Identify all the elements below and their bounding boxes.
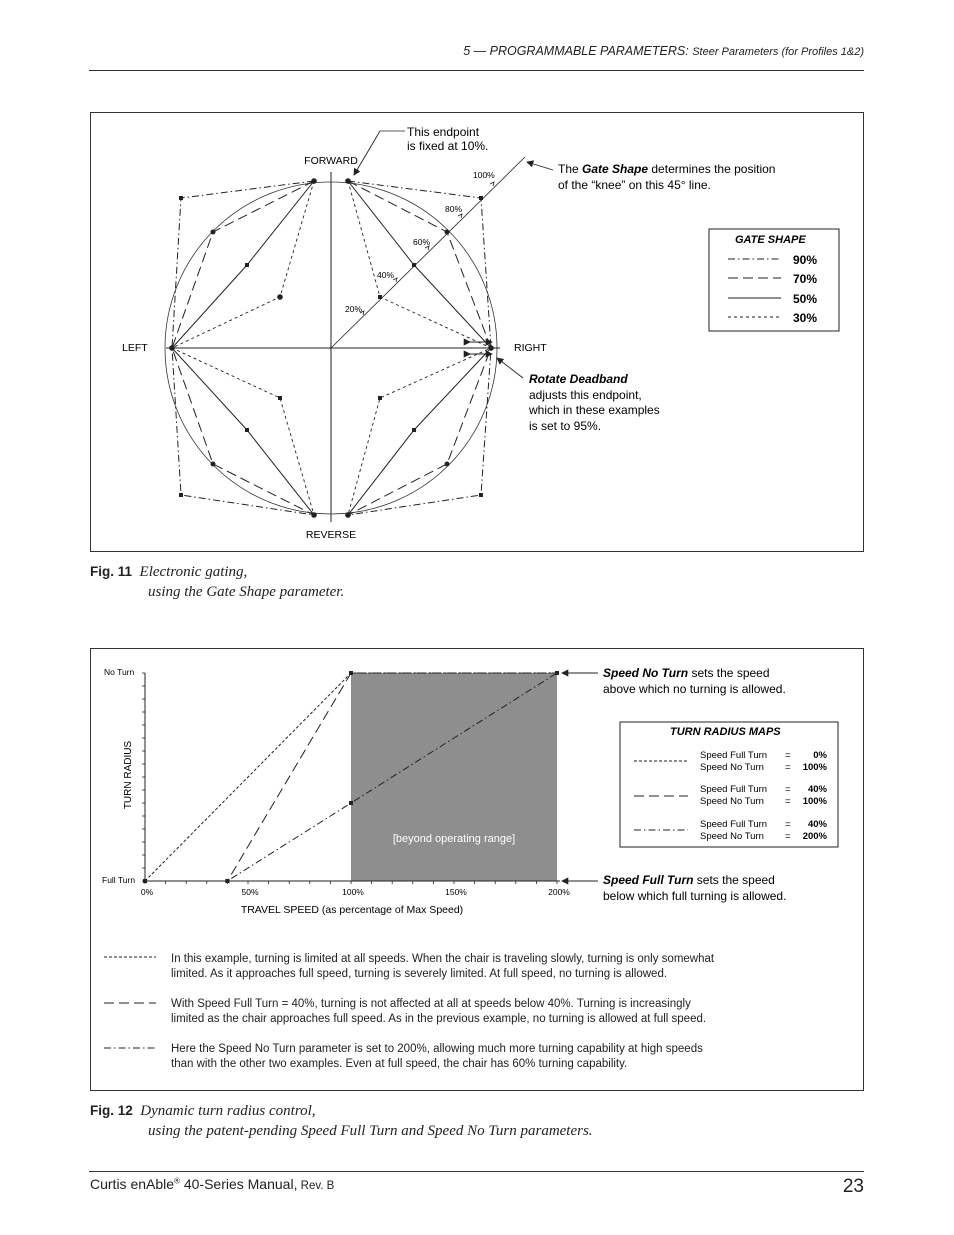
callout-rotate-line1: adjusts this endpoint, <box>529 388 642 402</box>
note-1 <box>171 952 791 982</box>
legend12-row2-eq2: = <box>785 796 791 807</box>
tick-20: 20% <box>345 304 363 314</box>
callout-noturn-line1: Speed No Turn sets the speed <box>603 666 770 680</box>
label-forward: FORWARD <box>304 155 358 167</box>
fig12-caption <box>90 1101 316 1121</box>
x-tick-label: 0% <box>140 887 154 897</box>
header-section: 5 — PROGRAMMABLE PARAMETERS: <box>463 44 689 58</box>
callout-rotate-line2: which in these examples <box>529 403 660 417</box>
tick-100: 100% <box>473 170 495 180</box>
y-bottom-label: Full Turn <box>102 875 136 885</box>
legend12-row2-bv: 100% <box>802 796 827 807</box>
legend12-row2-eq1: = <box>785 784 791 795</box>
series-point <box>349 801 353 805</box>
header-subsection: Steer Parameters (for Profiles 1&2) <box>692 46 864 58</box>
legend12-title: TURN RADIUS MAPS <box>670 726 781 738</box>
legend12-row1-b: Speed No Turn <box>700 762 764 773</box>
x-tick-label: 100% <box>342 887 364 897</box>
fig11-caption-line2: using the Gate Shape parameter. <box>148 584 345 600</box>
note-2-line2: limited as the chair approaches full speed. As in the previous example, no turning is allowed at full speed. <box>171 1013 707 1025</box>
legend-90: 90% <box>793 253 818 267</box>
series-point <box>143 879 147 883</box>
x-axis-title: TRAVEL SPEED (as percentage of Max Speed) <box>240 904 464 916</box>
label-reverse: REVERSE <box>305 529 357 541</box>
callout-noturn-line2: above which no turning is allowed. <box>603 682 786 696</box>
tick-80: 80% <box>445 204 463 214</box>
tick-40: 40% <box>377 270 395 280</box>
legend12-row3-eq2: = <box>785 831 791 842</box>
legend12-row2-av: 40% <box>807 784 827 795</box>
label-right: RIGHT <box>514 342 547 354</box>
series-point <box>225 879 229 883</box>
callout-gate-line1: The Gate Shape determines the position <box>558 162 776 176</box>
note-2-line1: With Speed Full Turn = 40%, turning is not affected at all at speeds below 40%. Turning is increasingly <box>171 998 691 1010</box>
callout-fullturn-line2: below which full turning is allowed. <box>603 889 787 903</box>
tick-60: 60% <box>413 237 431 247</box>
fig12-label: Fig. 12 <box>90 1103 133 1118</box>
legend12-row1-bv: 100% <box>802 762 827 773</box>
diagonal-45-line <box>331 157 525 348</box>
legend12-row3-eq1: = <box>785 819 791 830</box>
legend-70: 70% <box>793 272 818 286</box>
callout-endpoint-line2: is fixed at 10%. <box>407 139 489 153</box>
notes-line-samples <box>100 950 160 1060</box>
note-3-line1: Here the Speed No Turn parameter is set to 200%, allowing much more turning capability at high speeds <box>171 1043 703 1055</box>
y-axis-title: TURN RADIUS <box>123 740 134 810</box>
series-point <box>555 671 559 675</box>
fig11-caption <box>90 562 247 582</box>
label-left: LEFT <box>122 342 148 354</box>
page-number: 23 <box>842 1176 864 1197</box>
legend12-row1-av: 0% <box>813 750 827 761</box>
legend-title: GATE SHAPE <box>735 234 806 246</box>
legend-30: 30% <box>793 311 818 325</box>
x-tick-label: 50% <box>241 887 259 897</box>
note-2 <box>171 997 791 1027</box>
legend12-row1-a: Speed Full Turn <box>700 750 768 761</box>
callout-gate-line2: of the “knee” on this 45° line. <box>558 178 711 192</box>
fig11-diagram <box>0 0 954 560</box>
callout-fullturn-line1: Speed Full Turn sets the speed <box>603 873 775 887</box>
fig12-caption-line1: Dynamic turn radius control, <box>140 1103 316 1119</box>
y-top-label: No Turn <box>104 667 135 677</box>
fig11-caption-line1: Electronic gating, <box>139 564 248 580</box>
legend12-row3-b: Speed No Turn <box>700 831 764 842</box>
x-tick-label: 150% <box>445 887 467 897</box>
note-3 <box>171 1042 791 1072</box>
legend12-row2-b: Speed No Turn <box>700 796 764 807</box>
series-point <box>349 671 353 675</box>
callout-rotate-title: Rotate Deadband <box>529 372 628 386</box>
fig12-caption-line2: using the patent-pending Speed Full Turn and Speed No Turn parameters. <box>148 1123 593 1139</box>
beyond-range-region <box>351 673 557 881</box>
note-1-line2: limited. As it approaches full speed, turning is severely limited. At full speed, no turning is allowed. <box>171 968 668 980</box>
note-3-line2: than with the other two examples. Even at full speed, the chair has 60% turning capability. <box>171 1058 628 1070</box>
x-tick-label: 200% <box>548 887 570 897</box>
legend12-row1-eq2: = <box>785 762 791 773</box>
callout-endpoint-line1: This endpoint <box>407 125 480 139</box>
legend12-row1-eq1: = <box>785 750 791 761</box>
footer-rule <box>89 1171 864 1172</box>
legend-50: 50% <box>793 292 818 306</box>
callout-rotate-line3: is set to 95%. <box>529 419 602 433</box>
footer-manual: Curtis enAble® 40-Series Manual, Rev. B <box>90 1176 335 1192</box>
fig11-label: Fig. 11 <box>90 564 133 579</box>
beyond-range-label: [beyond operating range] <box>392 833 516 845</box>
legend12-row2-a: Speed Full Turn <box>700 784 768 795</box>
note-1-line1: In this example, turning is limited at all speeds. When the chair is traveling slowly, turning is only somewhat <box>171 953 715 965</box>
legend12-row3-av: 40% <box>807 819 827 830</box>
legend12-row3-bv: 200% <box>802 831 827 842</box>
legend12-row3-a: Speed Full Turn <box>700 819 768 830</box>
fig12-chart <box>0 640 954 940</box>
